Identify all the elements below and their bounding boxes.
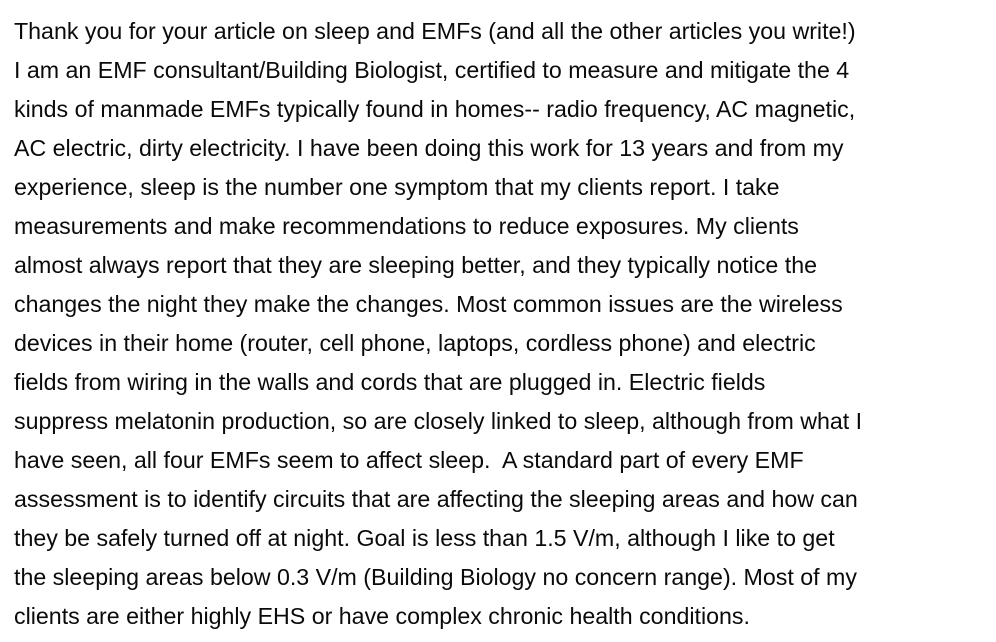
comment-line: Thank you for your article on sleep and EMFs (and all the other articles you write!) <box>14 18 856 44</box>
comment-text <box>14 12 992 636</box>
comment-line: devices in their home (router, cell phone, laptops, cordless phone) and electric <box>14 330 816 356</box>
comment-line: they be safely turned off at night. Goal is less than 1.5 V/m, although I like to get <box>14 525 835 551</box>
comment-line: AC electric, dirty electricity. I have been doing this work for 13 years and from my <box>14 135 844 161</box>
comment-line: fields from wiring in the walls and cords that are plugged in. Electric fields <box>14 369 766 395</box>
comment-line: kinds of manmade EMFs typically found in homes-- radio frequency, AC magnetic, <box>14 96 856 122</box>
comment-line: changes the night they make the changes. Most common issues are the wireless <box>14 291 843 317</box>
comment-line: clients are either highly EHS or have complex chronic health conditions. <box>14 603 750 629</box>
comment-line: the sleeping areas below 0.3 V/m (Building Biology no concern range). Most of my <box>14 564 857 590</box>
comment-line: assessment is to identify circuits that are affecting the sleeping areas and how can <box>14 486 858 512</box>
comment-line: experience, sleep is the number one symptom that my clients report. I take <box>14 174 780 200</box>
comment-line: measurements and make recommendations to reduce exposures. My clients <box>14 213 799 239</box>
comment-line: almost always report that they are sleeping better, and they typically notice the <box>14 252 817 278</box>
comment-line: suppress melatonin production, so are closely linked to sleep, although from what I <box>14 408 863 434</box>
comment-line: have seen, all four EMFs seem to affect sleep. A standard part of every EMF <box>14 447 804 473</box>
comment-line: I am an EMF consultant/Building Biologist, certified to measure and mitigate the 4 <box>14 57 850 83</box>
